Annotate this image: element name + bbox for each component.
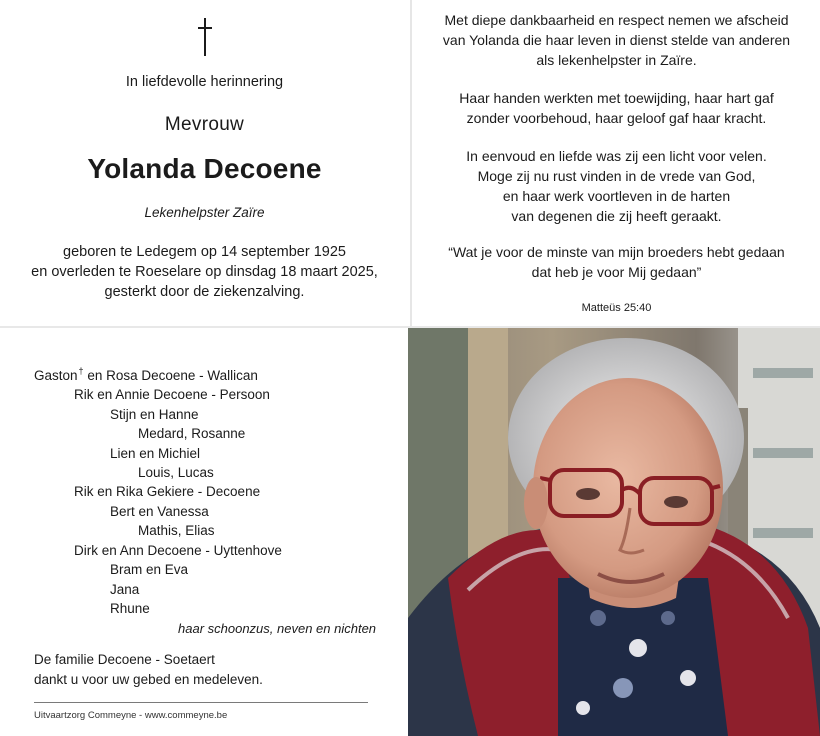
biography [0,242,409,302]
verse-line: als lekenhelpster in Zaïre. [536,52,697,68]
verse-line: Haar handen werkten met toewijding, haar hart gaf [459,90,774,106]
family-line: Rhune [110,601,150,616]
family-line: Stijn en Hanne [110,407,199,422]
verse-line: Moge zij nu rust vinden in de vrede van God, [477,168,756,184]
bio-line: gesterkt door de ziekenzalving. [104,284,305,300]
family-line: Lien en Michiel [110,446,201,461]
family-line: Mathis, Elias [138,523,215,538]
verse-stanza-3 [413,146,820,226]
verse-line: van Yolanda die haar leven in dienst stelde van anderen [442,32,791,48]
family-line-parents [34,366,258,387]
family-line: Dirk en Ann Decoene - Uyttenhove [74,543,282,558]
verse-stanza-2 [413,88,820,128]
divider [34,702,368,703]
family-panel [0,328,407,736]
dagger-icon: † [78,366,84,376]
family-line: Louis, Lucas [138,465,214,480]
quote-line: “Wat je voor de minste van mijn broeders hebt gedaan [448,244,785,260]
extended-family: haar schoonzus, neven en nichten [178,621,377,636]
family-line: Rik en Rika Gekiere - Decoene [74,484,261,499]
salutation: Mevrouw [164,114,245,135]
portrait-photo [408,328,820,736]
family-line: Rik en Annie Decoene - Persoon [74,387,270,402]
family-first-name: Gaston [34,368,78,383]
verse-line: In eenvoud en liefde was zij een licht voor velen. [466,148,767,164]
deceased-name: Yolanda Decoene [87,153,322,184]
family-first-rest: en Rosa Decoene - Wallican [87,368,258,383]
verse-line: van degenen die zij heeft geraakt. [511,208,722,224]
deceased-role: Lekenhelpster Zaïre [144,205,265,220]
family-line: Bert en Vanessa [110,504,209,519]
verse-line: Met diepe dankbaarheid en respect nemen we afscheid [444,12,789,28]
verse-panel [413,0,820,326]
fold-line-vertical [410,0,412,326]
closing-line: De familie Decoene - Soetaert [34,652,215,667]
portrait-illustration [408,328,820,736]
intro-text: In liefdevolle herinnering [125,74,284,90]
quote-line: dat heb je voor Mij gedaan” [531,264,702,280]
bio-line: geboren te Ledegem op 14 september 1925 [63,244,346,260]
verse-line: en haar werk voortleven in de harten [502,188,731,204]
family-line: Medard, Rosanne [138,426,246,441]
front-panel [0,0,409,326]
bible-quote [413,242,820,282]
family-line: Jana [110,582,140,597]
undertaker-credit: Uitvaartzorg Commeyne - www.commeyne.be [34,710,228,721]
closing-line: dankt u voor uw gebed en medeleven. [34,672,263,687]
family-line: Bram en Eva [110,562,189,577]
verse-stanza-1 [413,10,820,70]
quote-source: Matteüs 25:40 [581,302,652,314]
verse-line: zonder voorbehoud, haar geloof gaf haar kracht. [466,110,767,126]
cross-icon [0,18,409,61]
bio-line: en overleden te Roeselare op dinsdag 18 maart 2025, [31,264,378,280]
